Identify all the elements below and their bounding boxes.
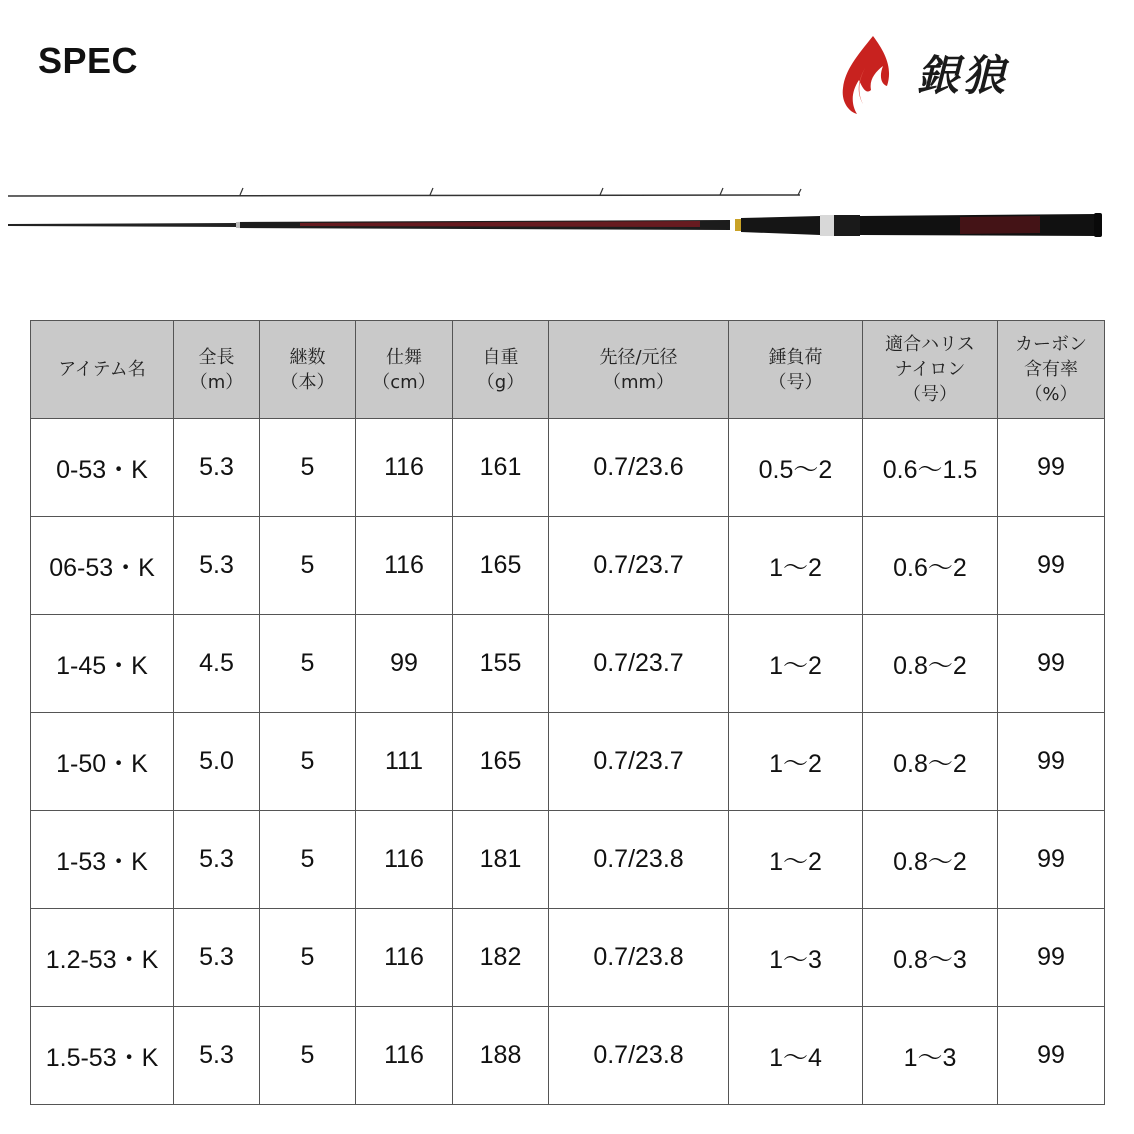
cell-diameter: 0.7/23.7 xyxy=(549,713,729,811)
cell-length: 5.3 xyxy=(174,909,260,1007)
cell-weight: 161 xyxy=(453,419,549,517)
cell-length: 5.0 xyxy=(174,713,260,811)
cell-diameter: 0.7/23.6 xyxy=(549,419,729,517)
cell-closed-length: 116 xyxy=(356,811,453,909)
cell-sections: 5 xyxy=(260,909,356,1007)
cell-weight: 188 xyxy=(453,1007,549,1105)
cell-closed-length: 116 xyxy=(356,419,453,517)
cell-length: 5.3 xyxy=(174,517,260,615)
cell-item-name: 1-50・K xyxy=(31,713,174,811)
cell-item-name: 1.5-53・K xyxy=(31,1007,174,1105)
cell-line: 0.8〜2 xyxy=(863,713,998,811)
spec-table xyxy=(30,320,1105,1105)
table-row xyxy=(31,615,1105,713)
header-sinker-load: 錘負荷 （号） xyxy=(729,321,863,419)
cell-weight: 181 xyxy=(453,811,549,909)
header-closed-length: 仕舞 （cm） xyxy=(356,321,453,419)
cell-closed-length: 99 xyxy=(356,615,453,713)
cell-carbon: 99 xyxy=(998,517,1105,615)
cell-line: 0.8〜2 xyxy=(863,615,998,713)
header-item-name: アイテム名 xyxy=(31,321,174,419)
logo-brand-text: 銀狼 xyxy=(917,51,1010,100)
cell-closed-length: 111 xyxy=(356,713,453,811)
table-row xyxy=(31,517,1105,615)
cell-line: 0.6〜2 xyxy=(863,517,998,615)
table-header-row xyxy=(31,321,1105,419)
cell-carbon: 99 xyxy=(998,615,1105,713)
header-carbon: カーボン 含有率 （%） xyxy=(998,321,1105,419)
cell-sections: 5 xyxy=(260,713,356,811)
table-row xyxy=(31,1007,1105,1105)
cell-carbon: 99 xyxy=(998,1007,1105,1105)
cell-carbon: 99 xyxy=(998,713,1105,811)
fishing-rod-image xyxy=(0,178,1134,248)
cell-sections: 5 xyxy=(260,1007,356,1105)
cell-item-name: 1-45・K xyxy=(31,615,174,713)
cell-line: 0.8〜3 xyxy=(863,909,998,1007)
table-row xyxy=(31,811,1105,909)
cell-diameter: 0.7/23.8 xyxy=(549,1007,729,1105)
cell-length: 5.3 xyxy=(174,419,260,517)
cell-sinker-load: 1〜2 xyxy=(729,811,863,909)
cell-closed-length: 116 xyxy=(356,1007,453,1105)
cell-sinker-load: 1〜2 xyxy=(729,713,863,811)
cell-carbon: 99 xyxy=(998,419,1105,517)
cell-sinker-load: 0.5〜2 xyxy=(729,419,863,517)
table-row xyxy=(31,419,1105,517)
cell-item-name: 1.2-53・K xyxy=(31,909,174,1007)
cell-item-name: 06-53・K xyxy=(31,517,174,615)
cell-diameter: 0.7/23.8 xyxy=(549,909,729,1007)
cell-weight: 165 xyxy=(453,713,549,811)
cell-length: 5.3 xyxy=(174,811,260,909)
header-line: 適合ハリス ナイロン （号） xyxy=(863,321,998,419)
header-weight: 自重 （g） xyxy=(453,321,549,419)
cell-sections: 5 xyxy=(260,615,356,713)
cell-line: 1〜3 xyxy=(863,1007,998,1105)
cell-closed-length: 116 xyxy=(356,909,453,1007)
cell-sinker-load: 1〜2 xyxy=(729,615,863,713)
cell-length: 4.5 xyxy=(174,615,260,713)
cell-carbon: 99 xyxy=(998,811,1105,909)
cell-sections: 5 xyxy=(260,811,356,909)
cell-sections: 5 xyxy=(260,419,356,517)
cell-item-name: 0-53・K xyxy=(31,419,174,517)
header-sections: 継数 （本） xyxy=(260,321,356,419)
cell-sinker-load: 1〜4 xyxy=(729,1007,863,1105)
brand-logo xyxy=(835,28,1075,118)
cell-diameter: 0.7/23.7 xyxy=(549,615,729,713)
flame-icon xyxy=(835,28,1075,118)
cell-sinker-load: 1〜3 xyxy=(729,909,863,1007)
cell-weight: 182 xyxy=(453,909,549,1007)
cell-weight: 165 xyxy=(453,517,549,615)
cell-diameter: 0.7/23.7 xyxy=(549,517,729,615)
cell-sinker-load: 1〜2 xyxy=(729,517,863,615)
table-row xyxy=(31,909,1105,1007)
table-row xyxy=(31,713,1105,811)
cell-length: 5.3 xyxy=(174,1007,260,1105)
cell-line: 0.6〜1.5 xyxy=(863,419,998,517)
page-title: SPEC xyxy=(38,40,139,81)
header-diameter: 先径/元径 （mm） xyxy=(549,321,729,419)
cell-line: 0.8〜2 xyxy=(863,811,998,909)
cell-carbon: 99 xyxy=(998,909,1105,1007)
cell-sections: 5 xyxy=(260,517,356,615)
header-length: 全長 （m） xyxy=(174,321,260,419)
cell-closed-length: 116 xyxy=(356,517,453,615)
cell-diameter: 0.7/23.8 xyxy=(549,811,729,909)
cell-item-name: 1-53・K xyxy=(31,811,174,909)
cell-weight: 155 xyxy=(453,615,549,713)
